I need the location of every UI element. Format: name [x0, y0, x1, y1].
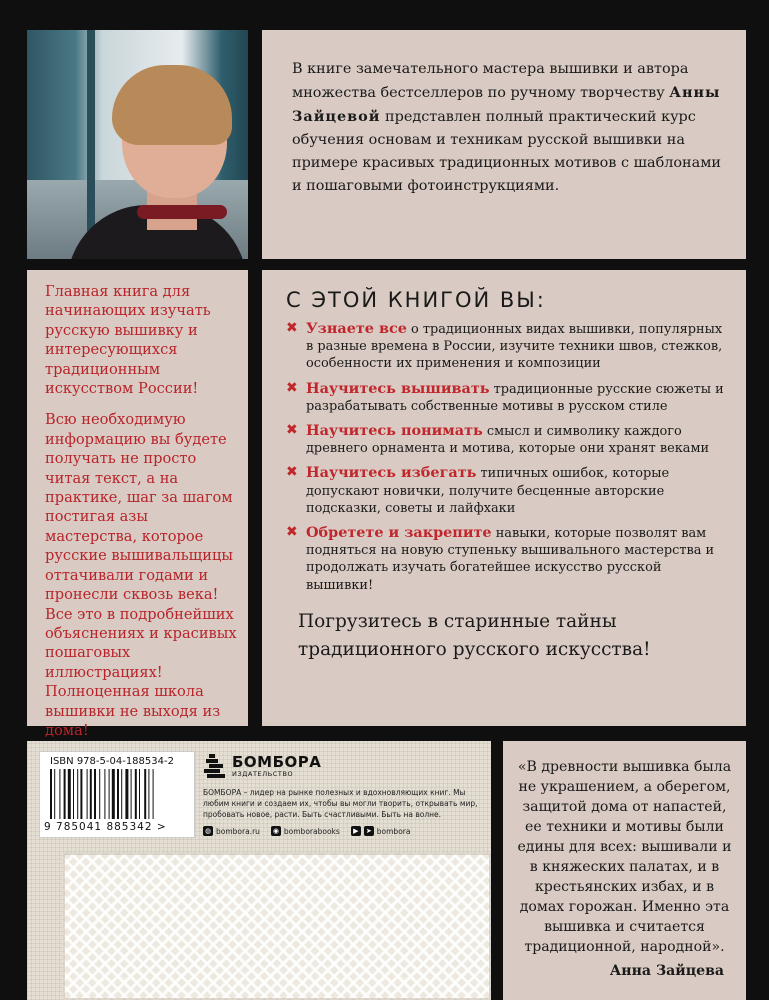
intro-panel [262, 30, 746, 259]
benefits-heading: С ЭТОЙ КНИГОЙ ВЫ: [286, 288, 546, 312]
publisher-block [203, 753, 487, 836]
globe-icon: ◍ [204, 827, 212, 835]
publisher-description: БОМБОРА – лидер на рынке полезных и вдохновляющих книг. Мы любим книги и создаем их, чтобы вы могли творить, открывать мир, пробовать новое, расти. Быть счастливыми. Быть на волне. [203, 788, 478, 819]
photo-author-hair [112, 65, 232, 145]
benefit-lead: Узнаете все [306, 320, 407, 337]
cross-bullet-icon: ✖ [286, 320, 298, 336]
telegram-icon: ➤ [364, 826, 374, 836]
publisher-social-channels[interactable] [351, 826, 411, 836]
benefit-item [282, 320, 728, 373]
barcode-icon [48, 769, 188, 821]
intro-text-after: представлен полный практический курс обучения основам и техникам русской вышивки на примере красивых традиционных мотивов с шаблонами и пошаговыми фотоинструкциями. [292, 109, 721, 194]
lace-panel [27, 741, 491, 1000]
quote-author: Анна Зайцева [609, 963, 724, 979]
lace-embroidery-band [63, 853, 491, 1000]
video-icon: ▶ [351, 826, 361, 836]
audience-panel [27, 270, 248, 739]
benefit-text: смысл и символику каждого древнего орнамента и мотива, которые они хранят веками [306, 424, 710, 457]
bombora-logo-icon [203, 753, 227, 779]
social-icon: ◉ [272, 827, 279, 835]
benefit-item [282, 464, 728, 517]
isbn-label: ISBN 978-5-04-188534-2 [50, 756, 174, 767]
author-photo [27, 30, 248, 259]
cross-bullet-icon: ✖ [286, 464, 298, 481]
cross-bullet-icon: ✖ [286, 524, 298, 541]
benefit-lead: Научитесь вышивать [306, 379, 490, 397]
intro-text-before: В книге замечательного мастера вышивки и автора множества бестселлеров по ручному творчеству [292, 61, 689, 101]
publisher-website-label: bombora.ru [216, 826, 260, 836]
quote-text: «В древности вышивка была не украшением, а оберегом, защитой дома от напастей, ее техники и мотивы были едины для всех: вышивали и в княжеских палатах, и в крестьянских избах, и в домах горожан. Именно эта вышивка и считается традиционной, народной». [517, 759, 732, 955]
benefit-text: навыки, которые позволят вам подняться на новую ступеньку вышивального мастерства и продолжать изучать богатейшее искусство русской вышивки! [306, 526, 715, 593]
benefits-panel [262, 270, 746, 726]
publisher-social-channels-label: bombora [376, 826, 411, 836]
benefit-text: о традиционных видах вышивки, популярных в разные времена в России, изучите техники швов, стежков, особенности их применения и композиции [306, 322, 723, 372]
benefit-item [282, 524, 728, 594]
publisher-subtitle: ИЗДАТЕЛЬСТВО [232, 769, 294, 778]
benefit-text: типичных ошибок, которые допускают новички, получите бесценные авторские подсказки, советы и лайфхаки [306, 466, 670, 516]
publisher-links [203, 826, 487, 836]
benefit-text: традиционные русские сюжеты и разрабатывать собственные мотивы в русском стиле [306, 381, 724, 414]
publisher-social-books-label: bomborabooks [283, 826, 340, 836]
closing-statement: Погрузитесь в старинные тайны традиционного русского искусства! [298, 610, 651, 660]
publisher-logo [203, 753, 487, 779]
benefit-lead: Научитесь понимать [306, 422, 483, 440]
cross-bullet-icon: ✖ [286, 422, 298, 439]
publisher-social-books[interactable] [271, 826, 340, 836]
publisher-website[interactable] [203, 826, 260, 836]
intro-author-name: Анны Зайцевой [292, 84, 721, 125]
audience-paragraph-1: Главная книга для начинающих изучать русскую вышивку и интересующихся традиционным искусством России! [45, 283, 211, 398]
quote-panel [503, 741, 746, 1000]
benefit-lead: Научитесь избегать [306, 464, 477, 482]
publisher-name: БОМБОРА [232, 752, 322, 771]
barcode-box [39, 751, 195, 838]
benefit-item [282, 380, 728, 415]
barcode-digits: 9 785041 885342 > [44, 821, 167, 833]
audience-paragraph-2: Всю необходимую информацию вы будете получать не просто читая текст, а на практике, шаг за шагом постигая азы мастерства, которое русские вышивальщицы оттачивали годами и пронесли сквозь века! Все это в подробнейших объяснениях и красивых пошаговых иллюстрациях! Полноценная школа вышивки не выходя из дома! [45, 411, 237, 739]
photo-author-necklace [137, 205, 227, 219]
cross-bullet-icon: ✖ [286, 379, 298, 396]
benefit-item [282, 422, 728, 457]
benefit-lead: Обретете и закрепите [306, 524, 492, 542]
